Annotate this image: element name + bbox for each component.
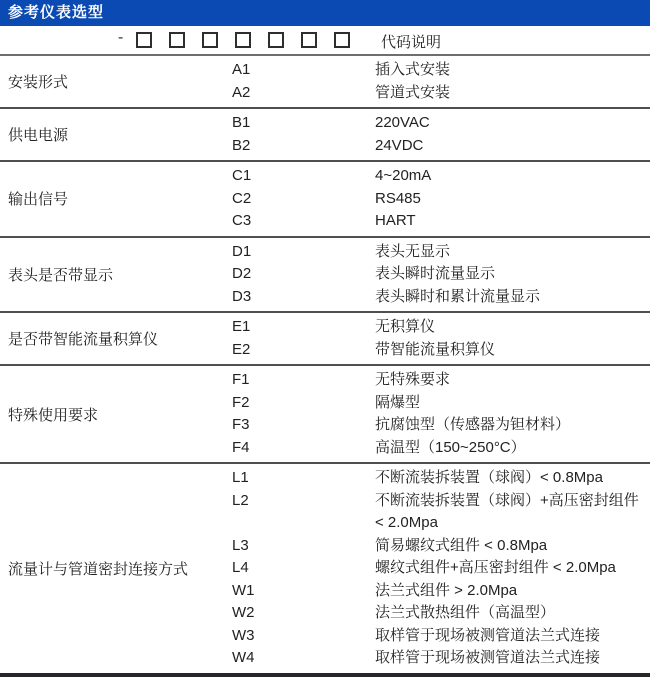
option-code: F3 — [232, 416, 250, 433]
option-code: A2 — [232, 83, 251, 101]
group-options — [225, 241, 650, 309]
option-code: F4 — [232, 438, 250, 456]
group-options — [225, 112, 650, 157]
option-code: L4 — [232, 559, 249, 576]
option-description: 隔爆型 — [375, 393, 421, 411]
option-description: 4~20mA — [375, 167, 432, 184]
code-box — [334, 32, 350, 48]
option-code: L2 — [232, 491, 249, 509]
option-code: W4 — [232, 649, 255, 666]
option-code: L3 — [232, 536, 249, 554]
groups — [0, 56, 650, 673]
spec-group — [0, 107, 650, 160]
option-row — [225, 369, 650, 392]
option-description: 不断流装拆装置（球阀）< 0.8Mpa — [375, 469, 603, 486]
model-code-boxes — [136, 32, 350, 48]
option-row — [225, 647, 650, 670]
option-description: RS485 — [375, 189, 421, 207]
option-row — [225, 467, 650, 490]
option-description: 不断流装拆装置（球阀）+高压密封组件 < 2.0Mpa — [375, 491, 639, 531]
code-box — [301, 32, 317, 48]
option-code: F2 — [232, 393, 250, 411]
option-description: 管道式安装 — [375, 83, 451, 101]
option-description: 220VAC — [375, 114, 430, 131]
group-category-label: 流量计与管道密封连接方式 — [8, 560, 189, 578]
option-code: C1 — [232, 167, 252, 184]
option-code: C3 — [232, 212, 252, 229]
spec-group — [0, 236, 650, 312]
group-category-label: 供电电源 — [8, 127, 69, 144]
group-options — [225, 59, 650, 104]
option-row — [225, 135, 650, 158]
option-code: B1 — [232, 114, 251, 131]
group-options — [225, 316, 650, 361]
option-row — [225, 263, 650, 286]
group-category-label: 特殊使用要求 — [8, 406, 99, 424]
option-description: 取样管于现场被测管道法兰式连接 — [375, 649, 601, 666]
option-code: D3 — [232, 287, 252, 305]
option-code: B2 — [232, 136, 251, 154]
spec-group — [0, 311, 650, 364]
group-options — [225, 369, 650, 459]
option-description: HART — [375, 212, 416, 229]
option-row — [225, 535, 650, 558]
spec-group — [0, 160, 650, 236]
spec-groups-table — [0, 56, 650, 677]
group-options — [225, 165, 650, 233]
group-category-label: 安装形式 — [8, 74, 69, 91]
code-box — [136, 32, 152, 48]
option-code: E2 — [232, 340, 251, 358]
option-description: 取样管于现场被测管道法兰式连接 — [375, 626, 601, 644]
option-row — [225, 59, 650, 82]
spec-group — [0, 364, 650, 462]
option-code: W1 — [232, 581, 255, 599]
group-category-label: 表头是否带显示 — [8, 266, 114, 284]
group-options — [225, 467, 650, 670]
option-row — [225, 392, 650, 415]
option-description: 插入式安装 — [375, 61, 451, 78]
model-dash: - — [118, 29, 124, 46]
option-description: 法兰式组件 > 2.0Mpa — [375, 581, 518, 599]
group-category-label: 是否带智能流量积算仪 — [8, 331, 159, 348]
option-description: 表头瞬时和累计流量显示 — [375, 287, 541, 305]
option-code: D2 — [232, 265, 252, 282]
group-category-label: 输出信号 — [8, 191, 69, 209]
option-code: D1 — [232, 242, 252, 260]
option-code: W3 — [232, 626, 255, 644]
option-row — [225, 602, 650, 625]
option-code: E1 — [232, 318, 251, 335]
option-description: 带智能流量积算仪 — [375, 340, 496, 358]
option-code: W2 — [232, 604, 255, 621]
option-description: 简易螺纹式组件 < 0.8Mpa — [375, 536, 548, 554]
option-row — [225, 316, 650, 339]
option-row — [225, 286, 650, 309]
code-box — [169, 32, 185, 48]
option-row — [225, 580, 650, 603]
option-description: 24VDC — [375, 136, 424, 154]
spec-group — [0, 56, 650, 107]
option-row — [225, 210, 650, 233]
section-title: 参考仪表选型 — [8, 4, 105, 21]
option-row — [225, 82, 650, 105]
option-code: F1 — [232, 371, 250, 388]
option-description: 法兰式散热组件（高温型） — [375, 604, 556, 621]
option-row — [225, 241, 650, 264]
option-description: 抗腐蚀型（传感器为钽材料） — [375, 416, 571, 433]
code-box — [235, 32, 251, 48]
section-header — [0, 0, 650, 26]
option-row — [225, 414, 650, 437]
option-code: C2 — [232, 189, 252, 207]
option-code: L1 — [232, 469, 249, 486]
option-row — [225, 339, 650, 362]
option-row — [225, 625, 650, 648]
option-row — [225, 557, 650, 580]
model-code-row — [0, 26, 650, 56]
code-box — [268, 32, 284, 48]
code-description-header: 代码说明 — [381, 34, 442, 51]
option-description: 表头瞬时流量显示 — [375, 265, 496, 282]
option-description: 无特殊要求 — [375, 371, 451, 388]
option-description: 无积算仪 — [375, 318, 436, 335]
code-box — [202, 32, 218, 48]
option-description: 表头无显示 — [375, 242, 451, 260]
option-row — [225, 437, 650, 460]
option-row — [225, 165, 650, 188]
option-code: A1 — [232, 61, 251, 78]
option-description: 螺纹式组件+高压密封组件 < 2.0Mpa — [375, 559, 616, 576]
option-description: 高温型（150~250°C） — [375, 438, 526, 456]
option-row — [225, 490, 650, 535]
spec-group — [0, 462, 650, 673]
option-row — [225, 112, 650, 135]
option-row — [225, 188, 650, 211]
